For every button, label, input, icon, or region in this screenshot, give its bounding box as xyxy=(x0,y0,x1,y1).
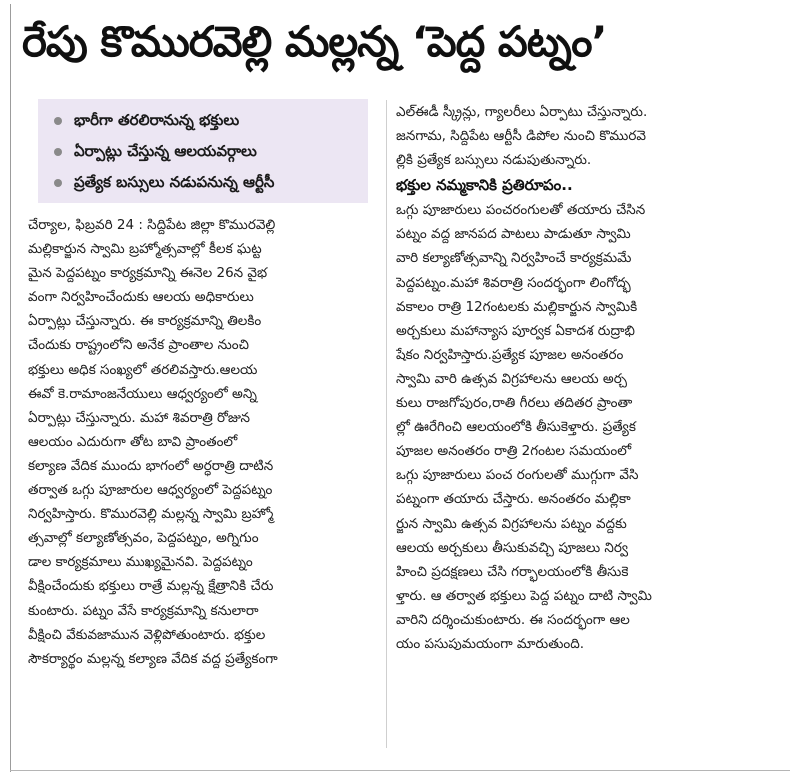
text-line: చేర్యాల, ఫిబ్రవరి 24 : సిద్దిపేట జిల్లా కొమురవెల్లి xyxy=(28,217,276,233)
text-line: పట్నం వద్ద జానపద పాటలు పాడుతూ స్వామి xyxy=(396,226,631,243)
text-line: వీక్షించి వేకువజామున వెళ్లిపోతుంటారు. భక్తుల xyxy=(28,626,266,643)
text-line: ర్జున స్వామి ఉత్సవ విగ్రహాలను పట్నం వద్దకు xyxy=(396,515,627,532)
text-line: ల్లికి ప్రత్యేక బస్సులు నడుపుతున్నారు. xyxy=(396,152,592,169)
text-line: పట్నంగా తయారు చేస్తారు. అనంతరం మల్లికా xyxy=(396,491,631,508)
text-line: ఆలయ అర్చకులు తీసుకువచ్చి పూజలు నిర్వ xyxy=(396,539,629,556)
left-border-rule xyxy=(10,4,11,772)
bottom-rule xyxy=(10,770,790,771)
highlight-text: ఏర్పాట్లు చేస్తున్న ఆలయవర్గాలు xyxy=(74,142,257,160)
highlights-box xyxy=(38,99,368,203)
headline: రేపు కొమురవెల్లి మల్లన్న ‘పెద్ద పట్నం’ xyxy=(22,17,607,66)
text-line: హించి ప్రదక్షణలు చేసి గర్భాలయంలోకి తీసుకె xyxy=(396,563,629,580)
text-line: ఒగ్గు పూజారులు పంచరంగులతో తయారు చేసిన xyxy=(396,202,646,219)
text-line: వకాలం రాత్రి 12గంటలకు మల్లికార్జున స్వామికి xyxy=(396,298,638,315)
text-line: కల్యాణ వేదిక ముందు భాగంలో అర్ధరాత్రి దాటిన xyxy=(28,457,274,474)
highlight-item xyxy=(38,167,368,198)
text-line: మైన పెద్దపట్నం కార్యక్రమాన్ని ఈనెల 26న వైభ xyxy=(28,265,268,282)
bullet-icon xyxy=(54,148,62,156)
right-column xyxy=(396,100,748,656)
text-line: ఒగ్గు పూజారులు పంచ రంగులతో ముగ్గుగా వేసి xyxy=(396,467,639,484)
text-line: ఏర్పాట్లు చేస్తున్నారు. ఈ కార్యక్రమాన్ని తిలకిం xyxy=(28,313,262,330)
highlight-text: భారీగా తరలిరానున్న భక్తులు xyxy=(74,111,240,129)
text-line: తర్వాత ఒగ్గు పూజారుల ఆధ్వర్యంలో పెద్దపట్నం xyxy=(28,482,273,499)
text-line: డాల కార్యక్రమాలు ముఖ్యమైనవి. పెద్దపట్నం xyxy=(28,554,253,571)
bullet-icon xyxy=(54,179,62,187)
text-line: కులు రాజగోపురం,రాతి గీరలు తదితర ప్రాంతా xyxy=(396,395,633,412)
highlight-text: ప్రత్యేక బస్సులు నడుపనున్న ఆర్టీసీ xyxy=(74,173,275,191)
text-line: చేందుకు రాష్ట్రంలోని అనేక ప్రాంతాల నుంచి xyxy=(28,337,249,354)
text-line: కుంటారు. పట్నం వేసే కార్యక్రమాన్ని కనులారా xyxy=(28,602,259,619)
right-column-bottom xyxy=(396,198,748,656)
left-column xyxy=(28,213,378,671)
text-line: త్సవాల్లో కల్యాణోత్సవం, పెద్దపట్నం, అగ్నిగుం xyxy=(28,530,259,547)
text-line: ఏర్పాట్లు చేస్తున్నారు. మహా శివరాత్రి రోజున xyxy=(28,409,251,426)
text-line: అర్చకులు మహాన్యాస పూర్వక ఏకాదశ రుద్రాభి xyxy=(396,322,635,339)
text-line: షేకం నిర్వహిస్తారు.ప్రత్యేక పూజల అనంతరం xyxy=(396,346,624,363)
text-line: జనగామ, సిద్దిపేట ఆర్టీసీ డిపోల నుంచి కొమురవె xyxy=(396,128,646,145)
subheading: భక్తుల నమ్మకానికి ప్రతిరూపం.. xyxy=(396,176,573,195)
text-line: ఈవో కె.రామాంజనేయులు ఆధ్వర్యంలో అన్ని xyxy=(28,385,257,402)
text-line: ళ్తారు. ఆ తర్వాత భక్తులు పెద్ద పట్నం దాటి స్వామి xyxy=(396,587,652,604)
text-line: ఆలయం ఎదురుగా తోట బావి ప్రాంతంలో xyxy=(28,433,238,450)
text-line: వారి కల్యాణోత్సవాన్ని నిర్వహించే కార్యక్రమమే xyxy=(396,250,632,267)
text-line: ల్లో ఊరేగించి ఆలయంలోకి తీసుకెళ్తారు. ప్రత్యేక xyxy=(396,419,636,436)
text-line: భక్తులు అధిక సంఖ్యలో తరలివస్తారు.ఆలయ xyxy=(28,361,258,378)
highlight-item xyxy=(38,105,368,136)
highlight-item xyxy=(38,136,368,167)
text-line: వీక్షించేందుకు భక్తులు రాత్రే మల్లన్న క్షేత్రానికి చేరు xyxy=(28,578,274,595)
text-line: స్వామి వారి ఉత్సవ విగ్రహాలను ఆలయ అర్చ xyxy=(396,370,627,387)
text-line: వంగా నిర్వహించేందుకు ఆలయ అధికారులు xyxy=(28,289,254,306)
bullet-icon xyxy=(54,117,62,125)
right-column-top xyxy=(396,100,748,172)
text-line: పెద్దపట్నం.మహా శివరాత్రి సందర్భంగా లింగోద్భ xyxy=(396,274,631,291)
text-line: సౌకర్యార్థం మల్లన్న కల్యాణ వేదిక వద్ద ప్రత్యేకంగా xyxy=(28,650,278,667)
text-line: మల్లికార్జున స్వామి బ్రహ్మోత్సవాల్లో కీలక ఘట్ట xyxy=(28,241,262,258)
text-line: వారిని దర్శించుకుంటారు. ఈ సందర్భంగా ఆల xyxy=(396,611,630,628)
column-divider xyxy=(386,100,387,748)
text-line: నిర్వహిస్తారు. కొమురవెల్లి మల్లన్న స్వామి బ్రహ్మో xyxy=(28,506,274,523)
text-line: ఎల్ఈడీ స్క్రీన్లు, గ్యాలరీలు ఏర్పాటు చేస్తున్నారు. xyxy=(396,104,648,120)
text-line: యం పసుపుమయంగా మారుతుంది. xyxy=(396,635,585,652)
text-line: పూజల అనంతరం రాత్రి 2గంటల సమయంలో xyxy=(396,443,632,460)
